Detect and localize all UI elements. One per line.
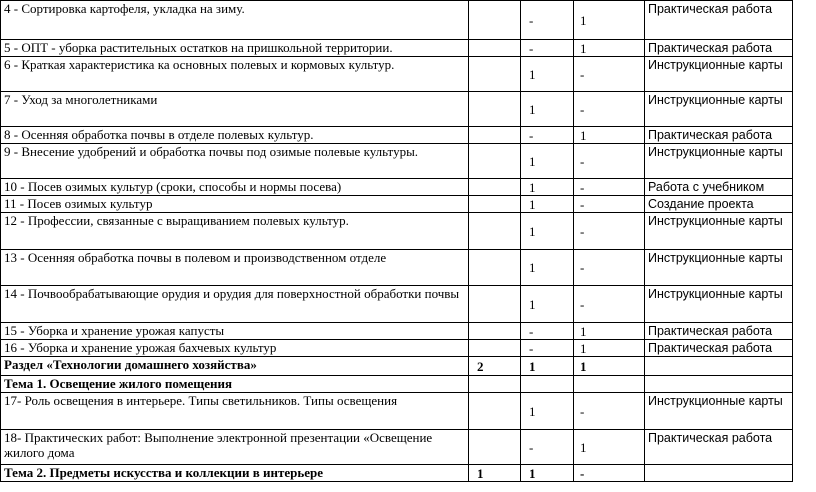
theory-cell	[521, 376, 574, 393]
hours-cell	[469, 57, 521, 92]
hours-cell	[469, 144, 521, 179]
topic-cell: 6 - Краткая характеристика ка основных полевых и кормовых культур.	[1, 57, 469, 92]
theory-cell: -	[521, 127, 574, 144]
form-cell: Практическая работа	[645, 1, 793, 40]
theory-cell: 1	[521, 357, 574, 376]
practice-cell: 1	[574, 40, 645, 57]
hours-cell	[469, 340, 521, 357]
table-row	[1, 213, 793, 250]
theory-cell: 1	[521, 465, 574, 482]
form-cell	[645, 357, 793, 376]
hours-cell	[469, 127, 521, 144]
practice-cell: 1	[574, 323, 645, 340]
theory-cell: 1	[521, 213, 574, 250]
practice-cell: 1	[574, 1, 645, 40]
hours-cell	[469, 92, 521, 127]
table-row	[1, 144, 793, 179]
table-row	[1, 393, 793, 430]
form-cell: Практическая работа	[645, 127, 793, 144]
practice-cell: -	[574, 57, 645, 92]
hours-cell	[469, 213, 521, 250]
topic-cell: 10 - Посев озимых культур (сроки, способы и нормы посева)	[1, 179, 469, 196]
hours-cell	[469, 393, 521, 430]
theory-cell: -	[521, 40, 574, 57]
table-row	[1, 179, 793, 196]
table-row	[1, 286, 793, 323]
theory-cell: 1	[521, 179, 574, 196]
topic-cell: 18- Практических работ: Выполнение электронной презентации «Освещение жилого дома	[1, 430, 469, 465]
theory-cell: 1	[521, 144, 574, 179]
hours-cell	[469, 323, 521, 340]
theory-cell: 1	[521, 286, 574, 323]
table-row	[1, 1, 793, 40]
practice-cell: 1	[574, 127, 645, 144]
topic-cell: 12 - Профессии, связанные с выращиванием полевых культур.	[1, 213, 469, 250]
practice-cell: -	[574, 92, 645, 127]
hours-cell	[469, 40, 521, 57]
hours-cell	[469, 179, 521, 196]
form-cell: Инструкционные карты	[645, 144, 793, 179]
form-cell: Практическая работа	[645, 340, 793, 357]
topic-cell: 5 - ОПТ - уборка растительных остатков на пришкольной территории.	[1, 40, 469, 57]
hours-cell	[469, 286, 521, 323]
table-row	[1, 196, 793, 213]
theme-title: Тема 1. Освещение жилого помещения	[1, 376, 469, 393]
table-row	[1, 40, 793, 57]
section-title: Раздел «Технологии домашнего хозяйства»	[1, 357, 469, 376]
topic-cell: 4 - Сортировка картофеля, укладка на зиму.	[1, 1, 469, 40]
topic-cell: 11 - Посев озимых культур	[1, 196, 469, 213]
form-cell: Инструкционные карты	[645, 393, 793, 430]
practice-cell: 1	[574, 357, 645, 376]
theory-cell: 1	[521, 250, 574, 286]
form-cell: Инструкционные карты	[645, 57, 793, 92]
form-cell	[645, 376, 793, 393]
form-cell: Инструкционные карты	[645, 213, 793, 250]
form-cell: Работа с учебником	[645, 179, 793, 196]
form-cell: Практическая работа	[645, 323, 793, 340]
form-cell: Практическая работа	[645, 40, 793, 57]
topic-cell: 9 - Внесение удобрений и обработка почвы под озимые полевые культуры.	[1, 144, 469, 179]
hours-cell: 2	[469, 357, 521, 376]
practice-cell: -	[574, 286, 645, 323]
practice-cell: -	[574, 393, 645, 430]
practice-cell: -	[574, 213, 645, 250]
table-row	[1, 250, 793, 286]
hours-cell	[469, 196, 521, 213]
practice-cell: 1	[574, 340, 645, 357]
theory-cell: -	[521, 340, 574, 357]
theory-cell: -	[521, 430, 574, 465]
form-cell: Инструкционные карты	[645, 92, 793, 127]
theory-cell: -	[521, 323, 574, 340]
form-cell: Инструкционные карты	[645, 286, 793, 323]
practice-cell: -	[574, 250, 645, 286]
practice-cell: -	[574, 179, 645, 196]
practice-cell	[574, 376, 645, 393]
theory-cell: -	[521, 1, 574, 40]
table-row	[1, 340, 793, 357]
hours-cell	[469, 250, 521, 286]
practice-cell: -	[574, 144, 645, 179]
theory-cell: 1	[521, 57, 574, 92]
form-cell	[645, 465, 793, 482]
topic-cell: 16 - Уборка и хранение урожая бахчевых культур	[1, 340, 469, 357]
topic-cell: 13 - Осенняя обработка почвы в полевом и производственном отделе	[1, 250, 469, 286]
theory-cell: 1	[521, 196, 574, 213]
form-cell: Инструкционные карты	[645, 250, 793, 286]
hours-cell: 1	[469, 465, 521, 482]
theory-cell: 1	[521, 393, 574, 430]
topic-cell: 14 - Почвообрабатывающие орудия и орудия для поверхностной обработки почвы	[1, 286, 469, 323]
table-row	[1, 430, 793, 465]
table-row	[1, 323, 793, 340]
topic-cell: 7 - Уход за многолетниками	[1, 92, 469, 127]
practice-cell: -	[574, 196, 645, 213]
form-cell: Практическая работа	[645, 430, 793, 465]
theme-row	[1, 376, 793, 393]
table-row	[1, 127, 793, 144]
theory-cell: 1	[521, 92, 574, 127]
form-cell: Создание проекта	[645, 196, 793, 213]
practice-cell: 1	[574, 430, 645, 465]
topic-cell: 17- Роль освещения в интерьере. Типы светильников. Типы освещения	[1, 393, 469, 430]
practice-cell: -	[574, 465, 645, 482]
theme-title: Тема 2. Предметы искусства и коллекции в интерьере	[1, 465, 469, 482]
hours-cell	[469, 430, 521, 465]
hours-cell	[469, 376, 521, 393]
theme-row	[1, 465, 793, 482]
hours-cell	[469, 1, 521, 40]
section-row	[1, 357, 793, 376]
table-row	[1, 57, 793, 92]
topic-cell: 15 - Уборка и хранение урожая капусты	[1, 323, 469, 340]
topic-cell: 8 - Осенняя обработка почвы в отделе полевых культур.	[1, 127, 469, 144]
table-row	[1, 92, 793, 127]
